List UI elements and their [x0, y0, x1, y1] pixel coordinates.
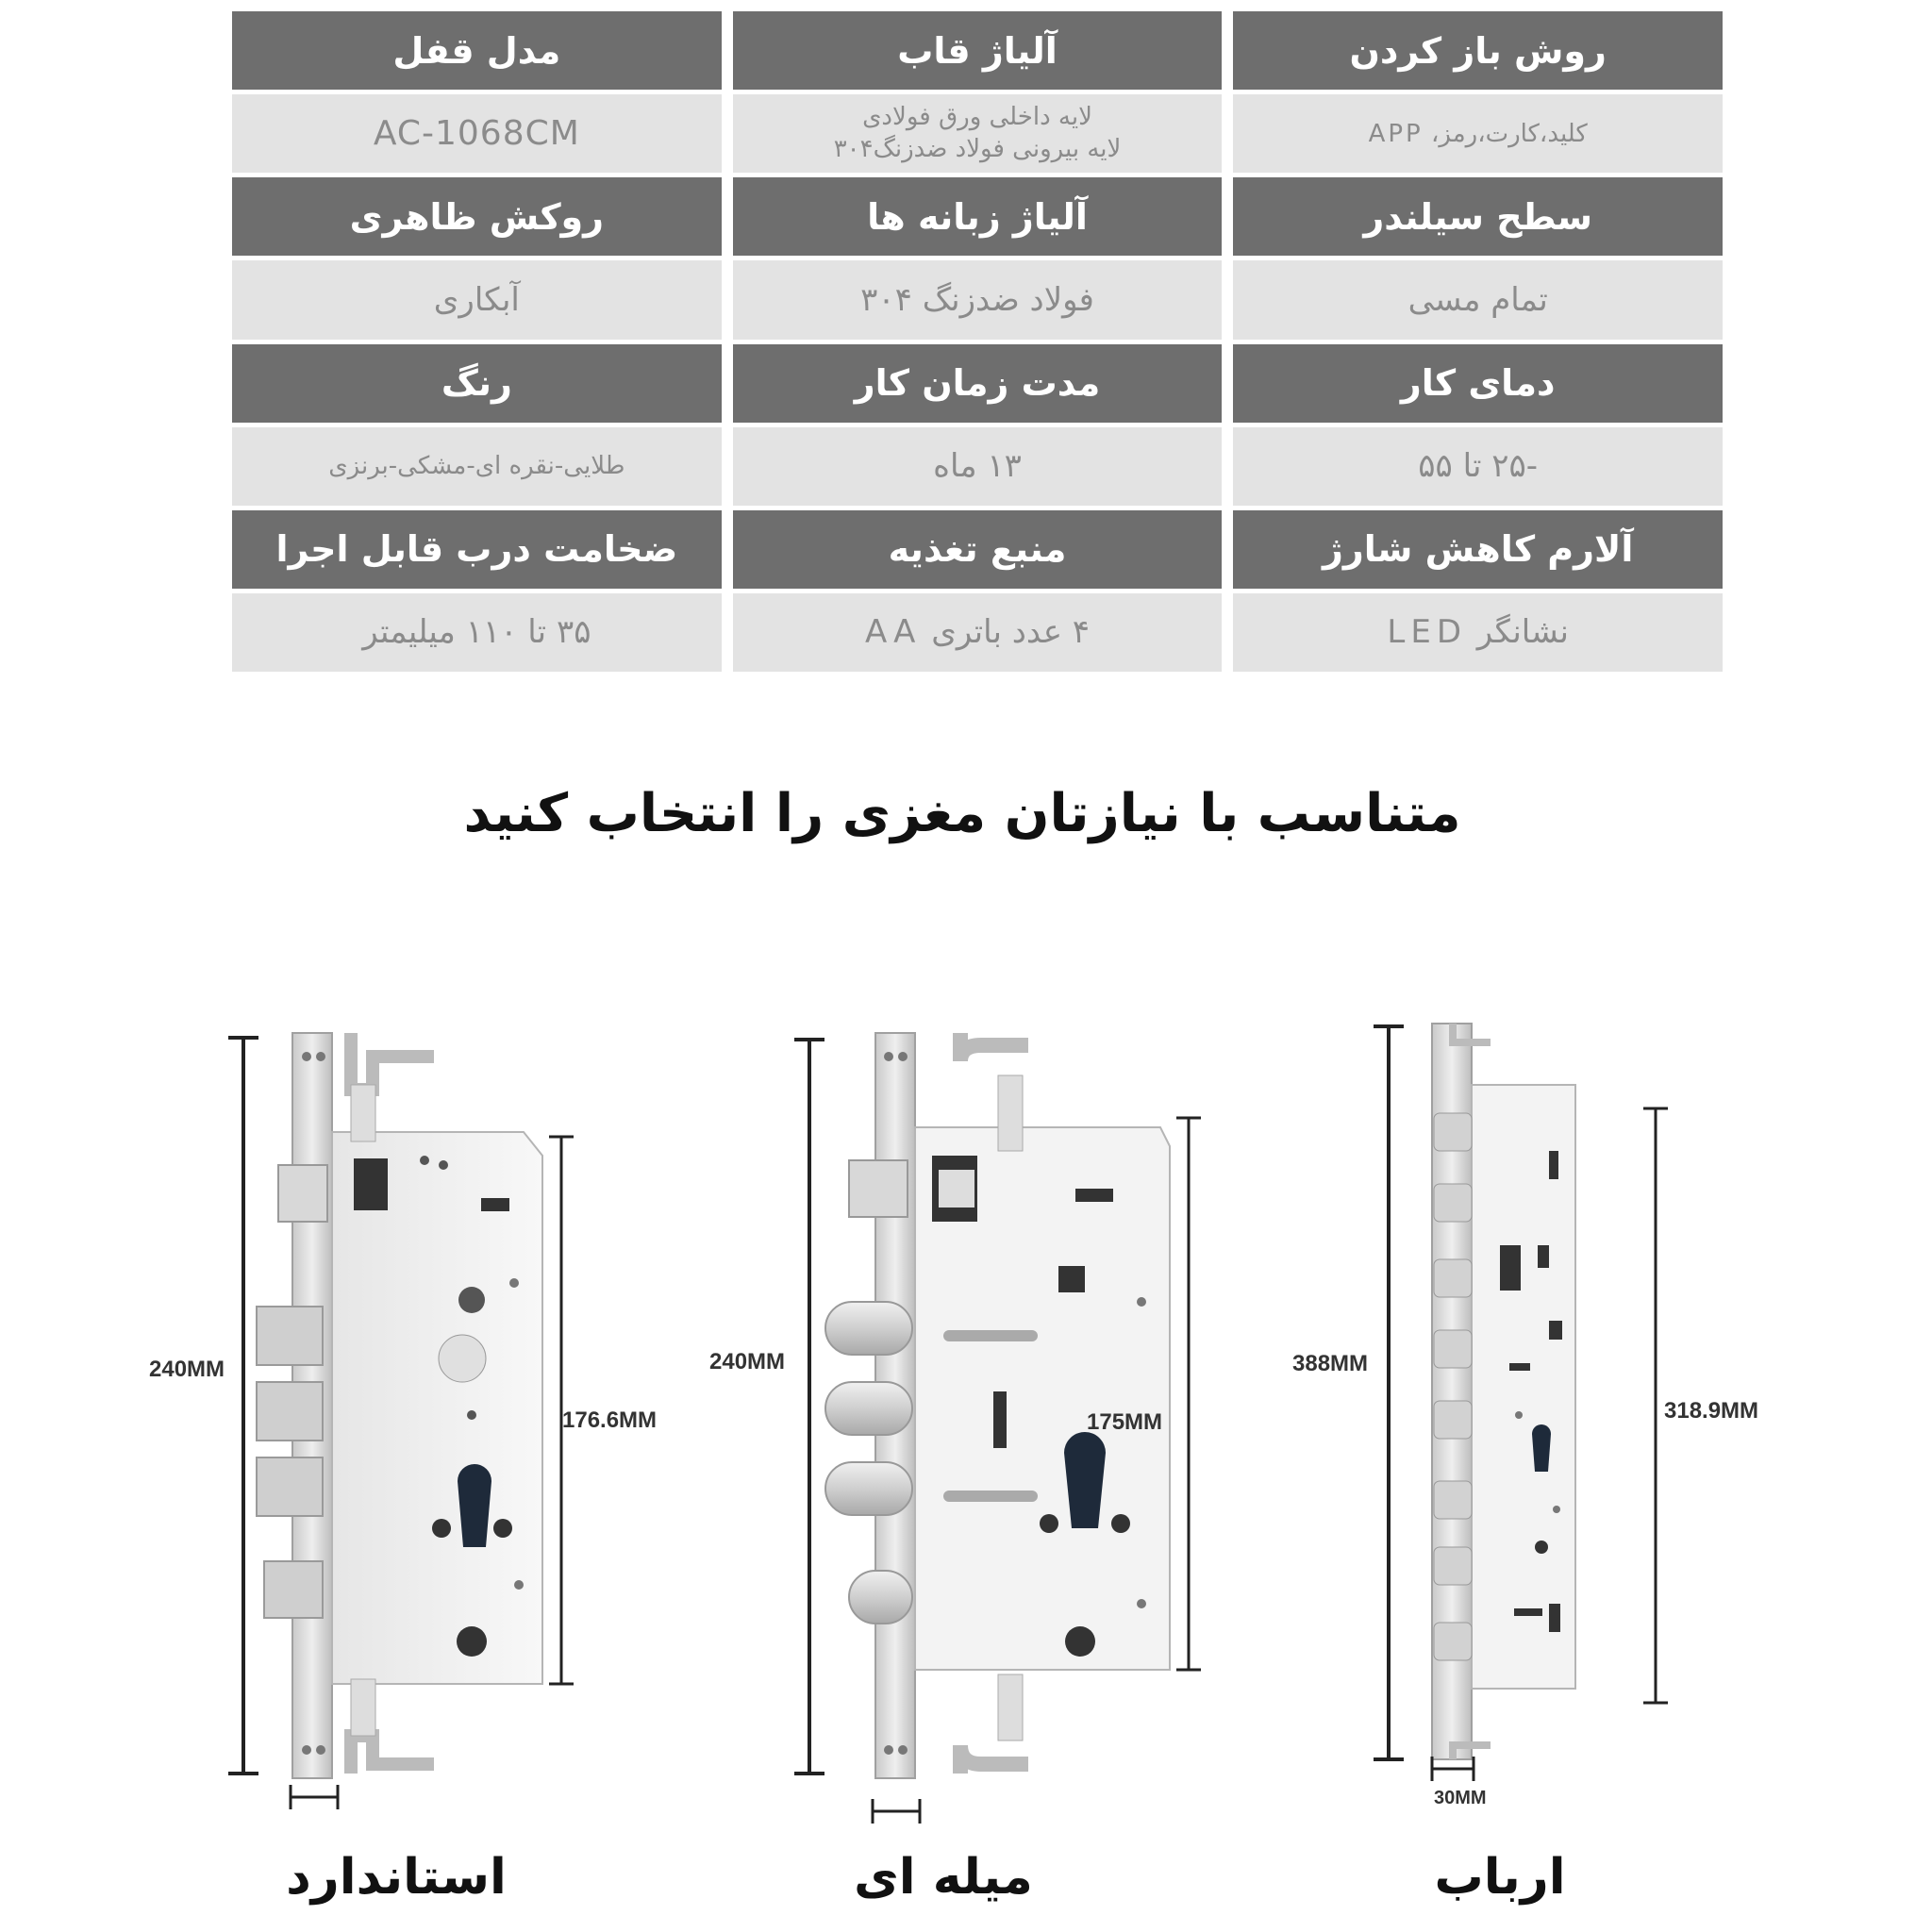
standard-total-height: 240MM — [149, 1357, 225, 1382]
standard-lock-diagram — [142, 1019, 679, 1849]
header-cylinder-surface: سطح سیلندر — [1233, 177, 1723, 256]
standard-body-height: 176.6MM — [562, 1407, 658, 1433]
master-total-height: 388MM — [1292, 1351, 1369, 1376]
rod-lock-diagram — [698, 1019, 1245, 1849]
header-bolt-alloy: آلیاژ زبانه ها — [733, 177, 1223, 256]
value-frame-alloy — [733, 94, 1223, 173]
master-body-height: 318.9MM — [1664, 1398, 1759, 1424]
value-lock-model: AC-1068CM — [232, 94, 722, 173]
value-working-duration: ۱۳ ماه — [733, 427, 1223, 506]
header-low-battery-alarm: آلارم کاهش شارژ — [1233, 510, 1723, 589]
spec-table — [232, 11, 1723, 672]
header-unlock-method: روش باز کردن — [1233, 11, 1723, 90]
rod-lock-label: میله ای — [854, 1849, 1033, 1906]
header-power-source: منبع تغذیه — [733, 510, 1223, 589]
master-lock-label: ارباب — [1434, 1849, 1566, 1906]
value-surface-finish: آبکاری — [232, 260, 722, 339]
header-door-thickness: ضخامت درب قابل اجرا — [232, 510, 722, 589]
master-faceplate-width: 30MM — [1434, 1788, 1487, 1808]
header-working-duration: مدت زمان کار — [733, 344, 1223, 423]
header-surface-finish: روکش ظاهری — [232, 177, 722, 256]
value-bolt-alloy: فولاد ضدزنگ ۳۰۴ — [733, 260, 1223, 339]
value-color: طلایی-نقره ای-مشکی-برنزی — [232, 427, 722, 506]
value-frame-alloy-line2: لایه بیرونی فولاد ضدزنگ۳۰۴ — [833, 134, 1122, 163]
value-door-thickness: ۳۵ تا ۱۱۰ میلیمتر — [232, 593, 722, 672]
header-frame-alloy: آلیاژ قاب — [733, 11, 1223, 90]
standard-lock-label: استاندارد — [286, 1849, 507, 1906]
rod-body-height: 175MM — [1087, 1409, 1163, 1435]
value-low-battery-alarm: نشانگر LED — [1233, 593, 1723, 672]
value-frame-alloy-line1: لایه داخلی ورق فولادی — [862, 102, 1092, 131]
value-power-source: ۴ عدد باتری AA — [733, 593, 1223, 672]
value-cylinder-surface: تمام مسی — [1233, 260, 1723, 339]
header-lock-model: مدل قفل — [232, 11, 722, 90]
header-color: رنگ — [232, 344, 722, 423]
rod-total-height: 240MM — [709, 1349, 786, 1374]
header-working-temperature: دمای کار — [1233, 344, 1723, 423]
value-working-temperature: -۲۵ تا ۵۵ — [1233, 427, 1723, 506]
value-unlock-method: کلید،کارت،رمز، APP — [1233, 94, 1723, 173]
master-lock-diagram — [1302, 1019, 1792, 1849]
choose-lock-headline: متناسب با نیازتان مغزی را انتخاب کنید — [463, 783, 1461, 844]
